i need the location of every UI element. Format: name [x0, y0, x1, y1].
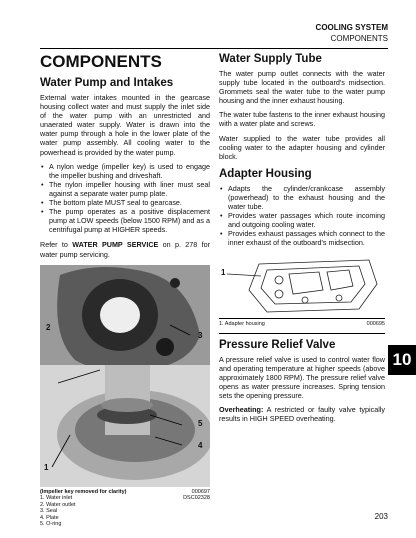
adapter-housing-drawing — [219, 254, 385, 319]
callout-5: 5 — [198, 418, 203, 428]
water-pump-photo — [40, 265, 210, 487]
right-column — [219, 52, 385, 423]
caption-item: 4. Plate — [40, 514, 59, 521]
paragraph: The water pump outlet connects with the water supply tube located in the outboard's midsection. Grommets seal the water tube to the water pump housing and the inner exhaust housing. — [219, 69, 385, 106]
header-rule — [40, 48, 388, 49]
list-item: • The pump operates as a positive displacement pump at LOW speeds (below 1500 RPM) and as a centrifugal pump at HIGHER speeds. — [49, 207, 210, 234]
figure-caption — [219, 321, 385, 329]
page-number: 203 — [374, 512, 388, 521]
heading-water-supply-tube: Water Supply Tube — [219, 53, 322, 65]
caption-item: 1. Water inlet — [40, 495, 73, 502]
callout-2: 2 — [46, 322, 51, 332]
adapter-housing-illustration — [219, 254, 385, 318]
caption-item: 1. Adapter housing — [219, 320, 265, 327]
water-pump-illustration — [40, 265, 210, 487]
overheating-label: Overheating: — [219, 404, 264, 414]
caption-code: DSC02328 — [183, 495, 210, 502]
water-pump-paragraph: External water intakes mounted in the gearcase housing collect water and must supply the inlet side of the water pump with an unrestricted and unaerated water supply. Water is drawn into the water pump through a hole in the lower plate of the water pump assembly. All cooling water to the powerhead is provided by the water pump. — [40, 93, 210, 157]
left-column — [40, 52, 210, 528]
refer-paragraph: Refer to WATER PUMP SERVICE on p. 278 for water pump servicing. — [40, 240, 210, 259]
water-pump-bullets — [40, 162, 210, 235]
section-rule — [219, 333, 385, 334]
caption-code: 000697 — [191, 488, 210, 495]
list-item: • Provides exhaust passages which connect to the inner exhaust of the outboard's midsection. — [228, 229, 385, 247]
list-item: • Provides water passages which route incoming and outgoing cooling water. — [228, 211, 385, 229]
caption-code: 000695 — [366, 320, 385, 327]
caption-title: (Impeller key removed for clarity) — [40, 488, 127, 495]
header-section: COOLING SYSTEM — [315, 23, 388, 32]
heading-pressure-relief-valve: Pressure Relief Valve — [219, 338, 336, 351]
callout-4: 4 — [198, 440, 203, 450]
caption-item: 3. Seal — [40, 508, 58, 515]
adapter-housing-bullets — [219, 184, 385, 248]
heading-adapter-housing: Adapter Housing — [219, 167, 312, 180]
list-item: • The bottom plate MUST seal to gearcase. — [49, 198, 210, 207]
page-title: COMPONENTS — [40, 52, 162, 71]
overheating-paragraph: Overheating: A restricted or faulty valve typically results in HIGH SPEED overheating. — [219, 404, 385, 424]
heading-water-pump: Water Pump and Intakes — [40, 77, 174, 89]
figure-caption — [40, 489, 210, 528]
caption-item: 2. Water outlet — [40, 501, 76, 508]
paragraph: The water tube fastens to the inner exhaust housing with a water plate and screws. — [219, 110, 385, 129]
header-subsection: COMPONENTS — [330, 34, 388, 43]
callout-1: 1 — [221, 267, 226, 277]
section-tab: 10 — [388, 345, 416, 375]
running-header — [316, 22, 388, 44]
callout-1: 1 — [44, 462, 49, 472]
callout-3: 3 — [198, 330, 203, 340]
list-item: • Adapts the cylinder/crankcase assembly (powerhead) to the exhaust housing and the water tube. — [228, 184, 385, 211]
list-item: • A nylon wedge (impeller key) is used to engage the impeller bushing and driveshaft. — [49, 162, 210, 180]
list-item: • The nylon impeller housing with liner must seal against a separate water pump plate. — [49, 180, 210, 198]
refer-link-text: WATER PUMP SERVICE — [72, 240, 159, 250]
paragraph: A pressure relief valve is used to control water flow and operating temperature at higher speeds (above approximately 1800 RPM). The pressure relief valve opens as water pressure increases. Spring tension sets the opening pressure. — [219, 354, 385, 400]
paragraph: Water supplied to the water tube provides all cooling water to the adapter housing and cylinder block. — [219, 133, 385, 161]
caption-codes — [183, 489, 210, 502]
caption-item: 5. O-ring — [40, 521, 62, 528]
